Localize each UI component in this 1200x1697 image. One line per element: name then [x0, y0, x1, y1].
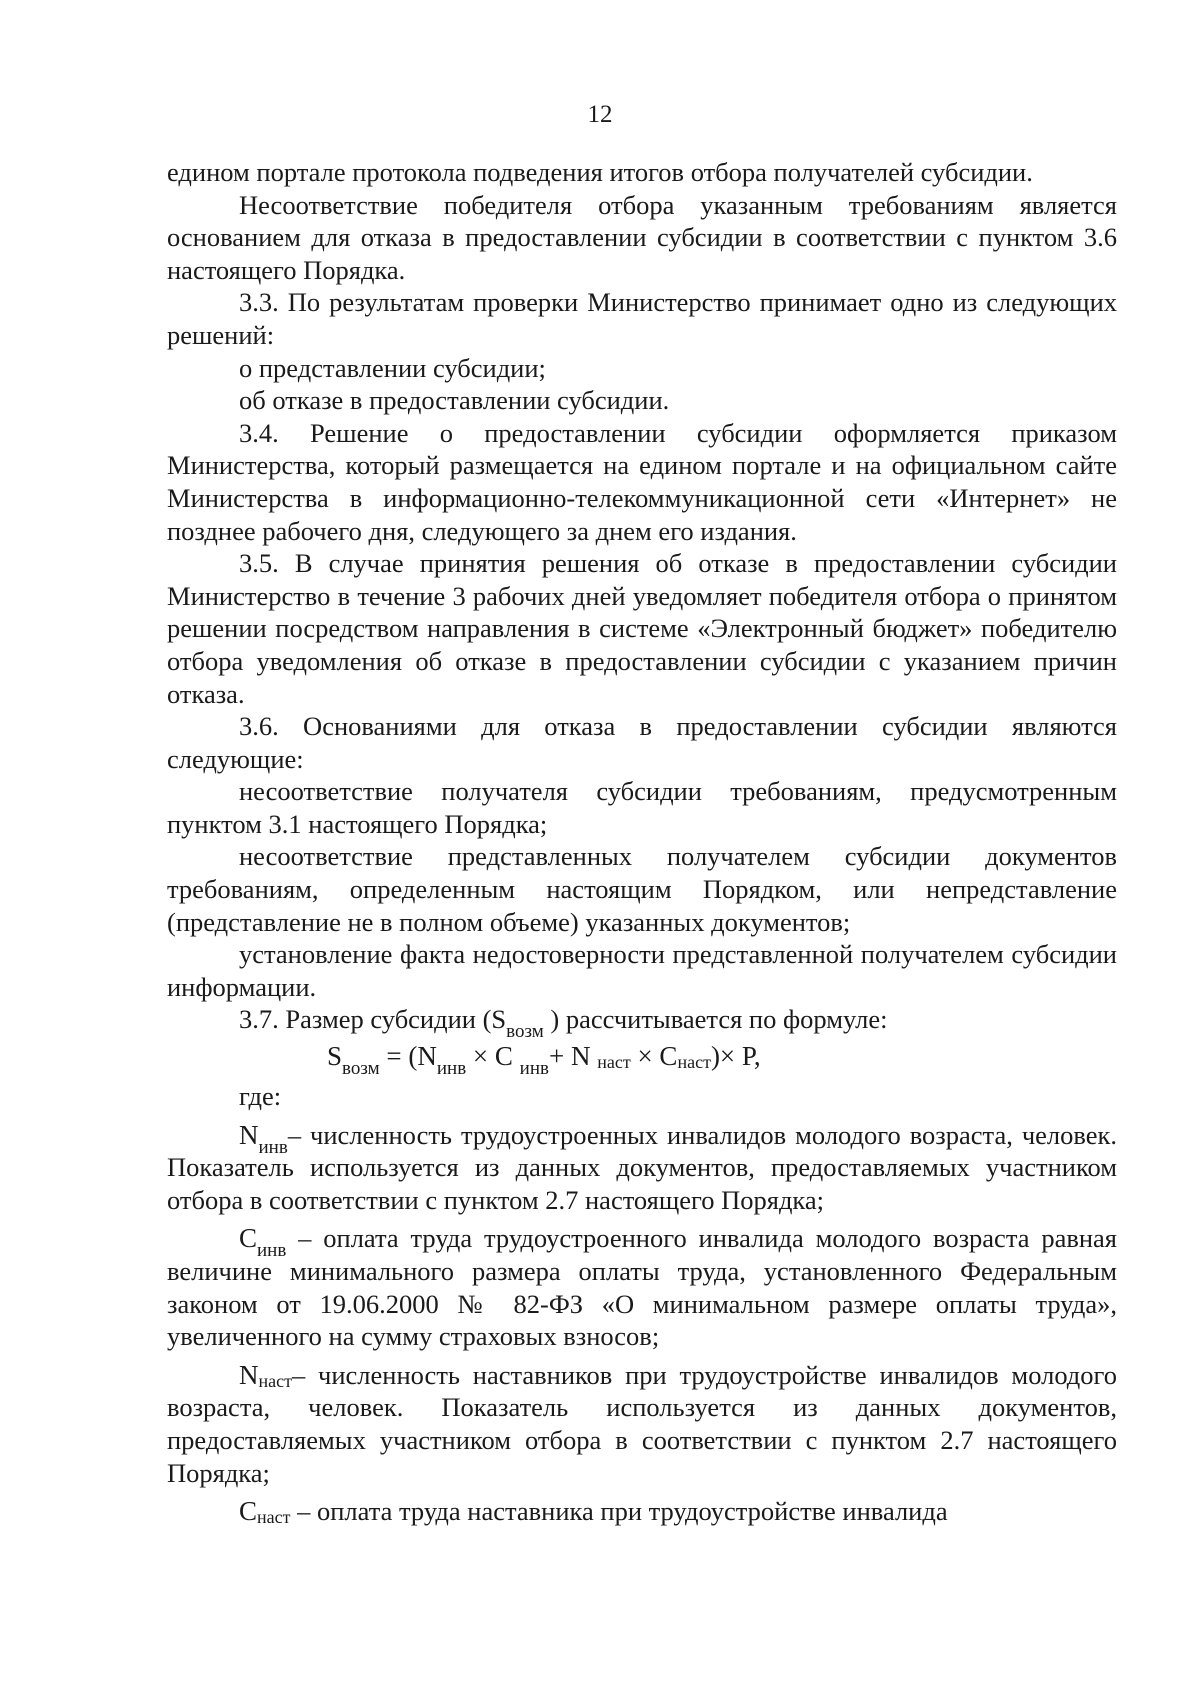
paragraph-decision-grant: о представлении субсидии;: [239, 352, 546, 383]
definition-n-inv-subscript: инв: [258, 1136, 288, 1158]
paragraph-3-7: [167, 1003, 1117, 1043]
paragraph-nonconformity: Несоответствие победителя отбора указанным требованиям является основанием для отказа в предоставлении субсидии в соответствии с пунктом 3.6 настоящего Порядка.: [167, 189, 1117, 285]
definition-c-inv-subscript: инв: [257, 1240, 287, 1262]
definition-c-nast-subscript: наст: [257, 1507, 291, 1528]
size-intro-subscript: возм: [506, 1021, 544, 1043]
formula-s-subscript: возм: [342, 1058, 380, 1080]
paragraph-decision-refuse: об отказе в предоставлении субсидии.: [239, 385, 670, 416]
formula-close: )× P,: [710, 1041, 761, 1072]
formula-n-nast-subscript: наст: [597, 1052, 631, 1073]
paragraph-portal-protocol: едином портале протокола подведения итогов отбора получателей субсидии.: [167, 157, 1033, 187]
subsidy-formula: [167, 1036, 1117, 1080]
definition-n-nast-text: – численность наставников при трудоустройстве инвалидов молодого возраста, человек. Показатель используется из данных документов, предоставляемых участником отбора в соответствии с пунктом 2.7 настоящего Порядка;: [167, 1359, 1117, 1488]
paragraph-3-6: 3.6. Основаниями для отказа в предоставлении субсидии являются следующие:: [167, 711, 1117, 774]
definition-n-inv-symbol: N: [239, 1119, 259, 1150]
size-intro-after: ) рассчитывается по формуле:: [543, 1004, 888, 1035]
formula-times-c: × С: [466, 1041, 520, 1072]
definition-n-nast-subscript: наст: [258, 1370, 292, 1391]
document-body: [167, 156, 1117, 1528]
paragraph-ground-3: установление факта недостоверности представленной получателем субсидии информации.: [167, 939, 1117, 1002]
paragraph-3-5: 3.5. В случае принятия решения об отказе в предоставлении субсидии Министерство в течение 3 рабочих дней уведомляет победителя отбора о принятом решении посредством направления в системе «Электронный бюджет» победителю отбора уведомления об отказе в предоставлении субсидии с указанием причин отказа.: [167, 548, 1117, 709]
formula-s: S: [327, 1041, 343, 1072]
formula-c-nast-subscript: наст: [677, 1052, 711, 1073]
paragraph-ground-1: несоответствие получателя субсидии требованиям, предусмотренным пунктом 3.1 настоящего Порядка;: [167, 776, 1117, 839]
definition-c-inv-symbol: С: [239, 1223, 258, 1254]
definition-c-inv-text: – оплата труда трудоустроенного инвалида молодого возраста равная величине минимального размера оплаты труда, установленного Федеральным законом от 19.06.2000 № 82-ФЗ «О минимальном размере оплаты труда», увеличенного на сумму страховых взносов;: [167, 1223, 1117, 1352]
paragraph-3-3: 3.3. По результатам проверки Министерство принимает одно из следующих решений:: [167, 287, 1117, 350]
formula-times-c2: × С: [630, 1041, 678, 1072]
definition-c-inv: [167, 1222, 1117, 1352]
formula-plus-n: + N: [548, 1041, 598, 1072]
definition-n-nast: [167, 1359, 1117, 1489]
definition-n-inv-text: – численность трудоустроенных инвалидов молодого возраста, человек. Показатель используется из данных документов, предоставляемых участником отбора в соответствии с пунктом 2.7 настоящего Порядка;: [167, 1119, 1117, 1215]
definition-n-nast-symbol: N: [239, 1359, 259, 1390]
paragraph-3-4: 3.4. Решение о предоставлении субсидии оформляется приказом Министерства, который размещается на едином портале и на официальном сайте Министерства в информационно-телекоммуникационной сети «Интернет» не позднее рабочего дня, следующего за днем его издания.: [167, 417, 1117, 546]
formula-eq-open: = (N: [379, 1041, 437, 1072]
formula-c-inv-subscript: инв: [519, 1058, 549, 1080]
paragraph-ground-2: несоответствие представленных получателем субсидии документов требованиям, определенным настоящим Порядком, или непредставление (представление не в полном объеме) указанных документов;: [167, 841, 1117, 937]
size-intro-before: 3.7. Размер субсидии (S: [239, 1004, 507, 1035]
definition-c-nast-symbol: С: [239, 1496, 258, 1527]
definition-n-inv: [167, 1119, 1117, 1217]
definition-c-nast-text: – оплата труда наставника при трудоустройстве инвалида: [290, 1496, 948, 1527]
definition-c-nast: [167, 1495, 1117, 1528]
page-number: 12: [587, 101, 613, 128]
where-label: где:: [239, 1081, 282, 1112]
formula-n-inv-subscript: инв: [436, 1058, 467, 1080]
